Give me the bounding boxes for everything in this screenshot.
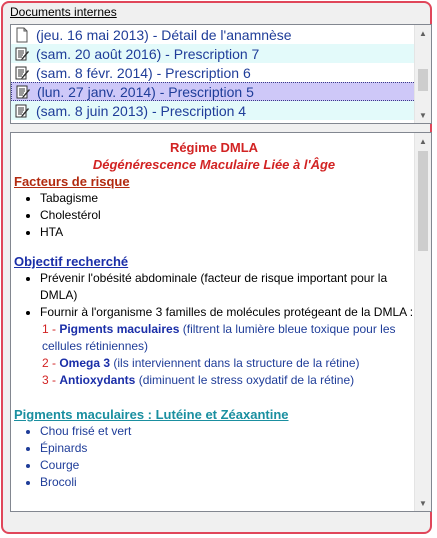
blank-document-icon [14, 27, 30, 43]
documents-list[interactable] [10, 24, 432, 124]
family-item: 2 - Omega 3 (ils interviennent dans la structure de la rétine) [42, 356, 360, 370]
edit-document-icon [15, 84, 31, 100]
scrollbar-thumb[interactable] [418, 151, 428, 251]
panel-title: Documents internes [10, 5, 117, 19]
list-item: • Brocoli [40, 474, 414, 491]
family-item: 1 - Pigments maculaires (filtrent la lumière bleue toxique pour les cellules rétiniennes) [42, 322, 396, 353]
scroll-up-icon[interactable]: ▲ [419, 28, 427, 38]
document-label: (sam. 20 août 2016) - Prescription 7 [36, 45, 260, 62]
document-label: (lun. 27 janv. 2014) - Prescription 5 [37, 83, 254, 100]
food-list [14, 423, 414, 491]
list-item: • Épinards [40, 440, 414, 457]
document-label: (sam. 8 févr. 2014) - Prescription 6 [36, 64, 251, 81]
risk-heading: Facteurs de risque [14, 174, 130, 189]
viewer-scrollbar[interactable] [414, 133, 431, 511]
documents-panel [1, 1, 432, 534]
document-label: (jeu. 16 mai 2013) - Détail de l'anamnèse [36, 26, 292, 43]
objective-list [14, 270, 414, 321]
scrollbar-thumb[interactable] [418, 69, 428, 91]
document-label: (sam. 8 juin 2013) - Prescription 4 [36, 102, 247, 119]
edit-document-icon [14, 46, 30, 62]
edit-document-icon [14, 65, 30, 81]
list-scrollbar[interactable] [414, 25, 431, 123]
risk-list [14, 190, 414, 241]
document-body [14, 133, 414, 491]
list-item: • Fournir à l'organisme 3 familles de molécules protégeant de la DMLA : [40, 304, 414, 321]
edit-document-icon [14, 103, 30, 119]
document-viewer[interactable] [10, 132, 432, 512]
objective-heading: Objectif recherché [14, 254, 129, 269]
document-row[interactable] [11, 25, 416, 44]
doc-title: Régime DMLA [169, 140, 259, 155]
document-row[interactable] [11, 101, 416, 120]
list-item: • Tabagisme [40, 190, 414, 207]
list-item: • Courge [40, 457, 414, 474]
list-item: • Cholestérol [40, 207, 414, 224]
list-item: • HTA [40, 224, 414, 241]
scroll-up-icon[interactable]: ▲ [419, 136, 427, 146]
pigments-heading: Pigments maculaires : Lutéine et Zéaxantine [14, 407, 289, 422]
scroll-down-icon[interactable]: ▼ [419, 498, 427, 508]
document-row[interactable] [11, 63, 416, 82]
list-item: • Prévenir l'obésité abdominale (facteur de risque important pour la DMLA) [40, 270, 414, 304]
document-row-selected[interactable] [11, 82, 416, 101]
family-item: 3 - Antioxydants (diminuent le stress oxydatif de la rétine) [42, 373, 355, 387]
list-item: • Chou frisé et vert [40, 423, 414, 440]
scroll-down-icon[interactable]: ▼ [419, 110, 427, 120]
document-row[interactable] [11, 44, 416, 63]
doc-subtitle: Dégénérescence Maculaire Liée à l'Âge [92, 157, 336, 172]
